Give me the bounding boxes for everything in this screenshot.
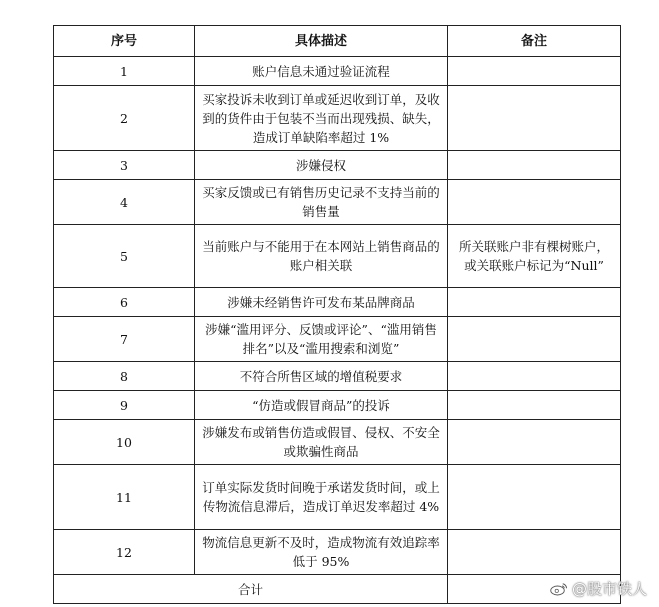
- row-description: 买家反馈或已有销售历史记录不支持当前的销售量: [195, 180, 448, 225]
- table-row: [54, 391, 621, 420]
- row-note: [448, 362, 621, 391]
- total-label: 合计: [54, 575, 448, 604]
- row-note: [448, 288, 621, 317]
- row-number: 7: [54, 317, 195, 362]
- row-note: [448, 465, 621, 530]
- row-description: 涉嫌侵权: [195, 151, 448, 180]
- row-number: 1: [54, 57, 195, 86]
- table-row: [54, 317, 621, 362]
- table-row: [54, 420, 621, 465]
- row-number: 4: [54, 180, 195, 225]
- header-number: 序号: [54, 26, 195, 57]
- table-row: [54, 465, 621, 530]
- row-note: [448, 391, 621, 420]
- row-number: 9: [54, 391, 195, 420]
- row-number: 11: [54, 465, 195, 530]
- row-note: [448, 317, 621, 362]
- row-number: 8: [54, 362, 195, 391]
- watermark-text: @股市铁人: [571, 580, 647, 598]
- row-note: [448, 151, 621, 180]
- row-description: 当前账户与不能用于在本网站上销售商品的账户相关联: [195, 225, 448, 288]
- row-number: 2: [54, 86, 195, 151]
- row-note: [448, 57, 621, 86]
- header-note: 备注: [448, 26, 621, 57]
- row-note: 所关联账户非有棵树账户，或关联账户标记为“Null”: [448, 225, 621, 288]
- table-row: [54, 180, 621, 225]
- row-note: [448, 180, 621, 225]
- table-row: [54, 225, 621, 288]
- row-description: 订单实际发货时间晚于承诺发货时间，或上传物流信息滞后，造成订单迟发率超过 4%: [195, 465, 448, 530]
- row-description: 物流信息更新不及时，造成物流有效追踪率低于 95%: [195, 530, 448, 575]
- row-note: [448, 530, 621, 575]
- row-number: 12: [54, 530, 195, 575]
- rules-table: [53, 25, 621, 604]
- row-note: [448, 420, 621, 465]
- table-row: [54, 57, 621, 86]
- total-row: [54, 575, 621, 604]
- row-number: 10: [54, 420, 195, 465]
- row-number: 3: [54, 151, 195, 180]
- table-row: [54, 86, 621, 151]
- row-number: 6: [54, 288, 195, 317]
- header-description: 具体描述: [195, 26, 448, 57]
- row-number: 5: [54, 225, 195, 288]
- weibo-icon: [550, 582, 568, 596]
- table-row: [54, 288, 621, 317]
- row-note: [448, 86, 621, 151]
- row-description: 不符合所售区域的增值税要求: [195, 362, 448, 391]
- watermark: [550, 578, 647, 599]
- row-description: 账户信息未通过验证流程: [195, 57, 448, 86]
- row-description: “仿造或假冒商品”的投诉: [195, 391, 448, 420]
- table-row: [54, 362, 621, 391]
- header-row: [54, 26, 621, 57]
- table-row: [54, 151, 621, 180]
- row-description: 买家投诉未收到订单或延迟收到订单，及收到的货件由于包装不当而出现残损、缺失，造成订单缺陷率超过 1%: [195, 86, 448, 151]
- row-description: 涉嫌“滥用评分、反馈或评论”、“滥用销售排名”以及“滥用搜索和浏览”: [195, 317, 448, 362]
- row-description: 涉嫌发布或销售仿造或假冒、侵权、不安全或欺骗性商品: [195, 420, 448, 465]
- table-row: [54, 530, 621, 575]
- row-description: 涉嫌未经销售许可发布某品牌商品: [195, 288, 448, 317]
